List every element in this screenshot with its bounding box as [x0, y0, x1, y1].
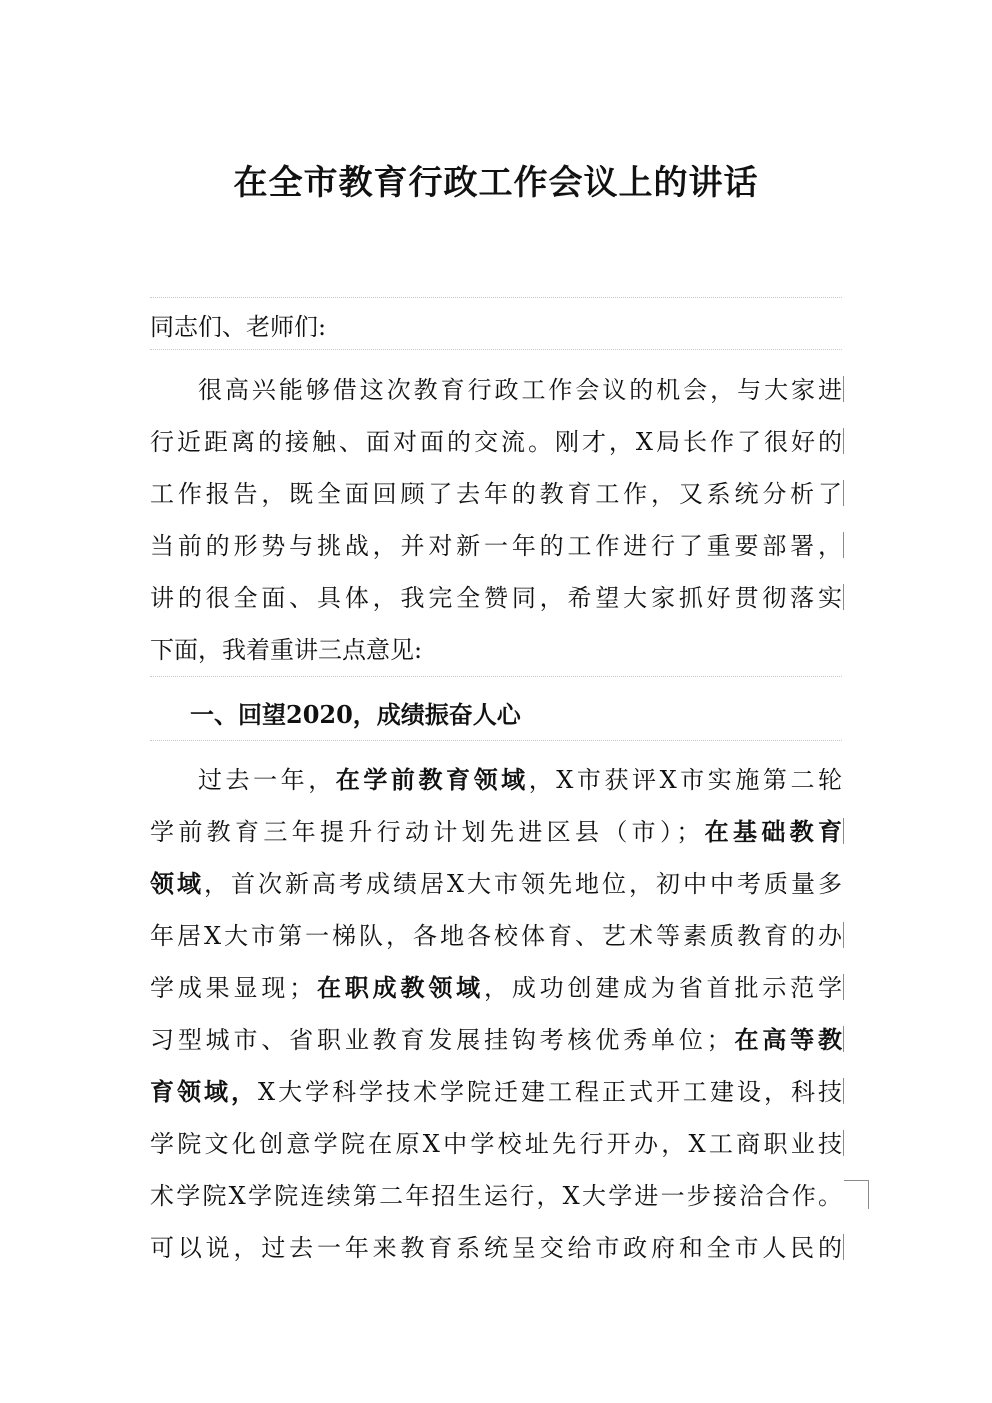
bold-run: 在职成教领域: [313, 973, 485, 1002]
intro-line: 工作报告，既全面回顾了去年的教育工作，又系统分析了: [150, 480, 842, 508]
greeting: 同志们、老师们:: [150, 313, 327, 341]
text-run: X大学科学技术学院迁建工程正式开工建设，科技: [258, 1078, 843, 1106]
line-end-marker: [843, 974, 844, 1000]
text-run: 术学院X学院连续第二年招生运行，X大学进一步接洽合作。: [150, 1182, 842, 1210]
document-title: 在全市教育行政工作会议上的讲话: [233, 163, 759, 203]
line-end-marker: [843, 1026, 844, 1052]
line-end-marker: [843, 532, 844, 558]
text-run: ，X市获评X市实施第二轮: [528, 766, 843, 794]
text-run: ，成功创建成为省首批示范学: [484, 974, 843, 1002]
bold-run: 领域: [150, 869, 204, 898]
section-line: [150, 808, 842, 856]
section-line: [150, 1224, 842, 1272]
paragraph-boundary: [150, 740, 842, 741]
paragraph-boundary: [150, 349, 842, 350]
text-run: 年居X大市第一梯队，各地各校体育、艺术等素质教育的办: [150, 922, 842, 950]
bold-run: 育领域，: [150, 1077, 258, 1106]
text-run: 过去一年，: [198, 766, 336, 794]
line-end-marker: [843, 480, 844, 506]
section-line: [150, 964, 842, 1012]
section-line: [150, 860, 842, 908]
line-end-marker: [843, 584, 844, 610]
line-end-marker: [843, 1078, 844, 1104]
section-line: [150, 1016, 842, 1064]
intro-line: 下面，我着重讲三点意见:: [150, 636, 423, 664]
text-run: ，首次新高考成绩居X大市领先地位，初中中考质量多: [204, 870, 842, 898]
bold-run: 在基础教育: [700, 817, 843, 846]
paragraph-boundary: [150, 676, 842, 677]
line-end-marker: [843, 376, 844, 402]
text-run: 学前教育三年提升行动计划先进区县（市）；: [150, 818, 701, 846]
intro-line: 很高兴能够借这次教育行政工作会议的机会，与大家进: [198, 376, 842, 404]
text-run: 可以说，过去一年来教育系统呈交给市政府和全市人民的: [150, 1234, 842, 1262]
section-line: [150, 912, 842, 960]
text-run: 学成果显现；: [150, 974, 314, 1002]
intro-line: 当前的形势与挑战，并对新一年的工作进行了重要部署，: [150, 532, 842, 560]
section-heading: 一、回望2020，成绩振奋人心: [190, 700, 521, 729]
margin-corner-mark: [844, 1180, 869, 1209]
text-run: 学院文化创意学院在原X中学校址先行开办，X工商职业技: [150, 1130, 842, 1158]
paragraph-boundary: [150, 297, 842, 298]
section-line: [198, 756, 842, 804]
section-line: [150, 1068, 842, 1116]
intro-line: 讲的很全面、具体，我完全赞同，希望大家抓好贯彻落实: [150, 584, 842, 612]
text-run: 习型城市、省职业教育发展挂钩考核优秀单位；: [150, 1026, 731, 1054]
bold-run: 在学前教育领域: [335, 765, 529, 794]
section-line: [150, 1172, 842, 1220]
bold-run: 在高等教: [730, 1025, 843, 1054]
intro-line: 行近距离的接触、面对面的交流。刚才，X局长作了很好的: [150, 428, 842, 456]
line-end-marker: [843, 818, 844, 844]
section-line: [150, 1120, 842, 1168]
line-end-marker: [843, 922, 844, 948]
line-end-marker: [843, 1234, 844, 1260]
line-end-marker: [843, 428, 844, 454]
line-end-marker: [843, 1130, 844, 1156]
